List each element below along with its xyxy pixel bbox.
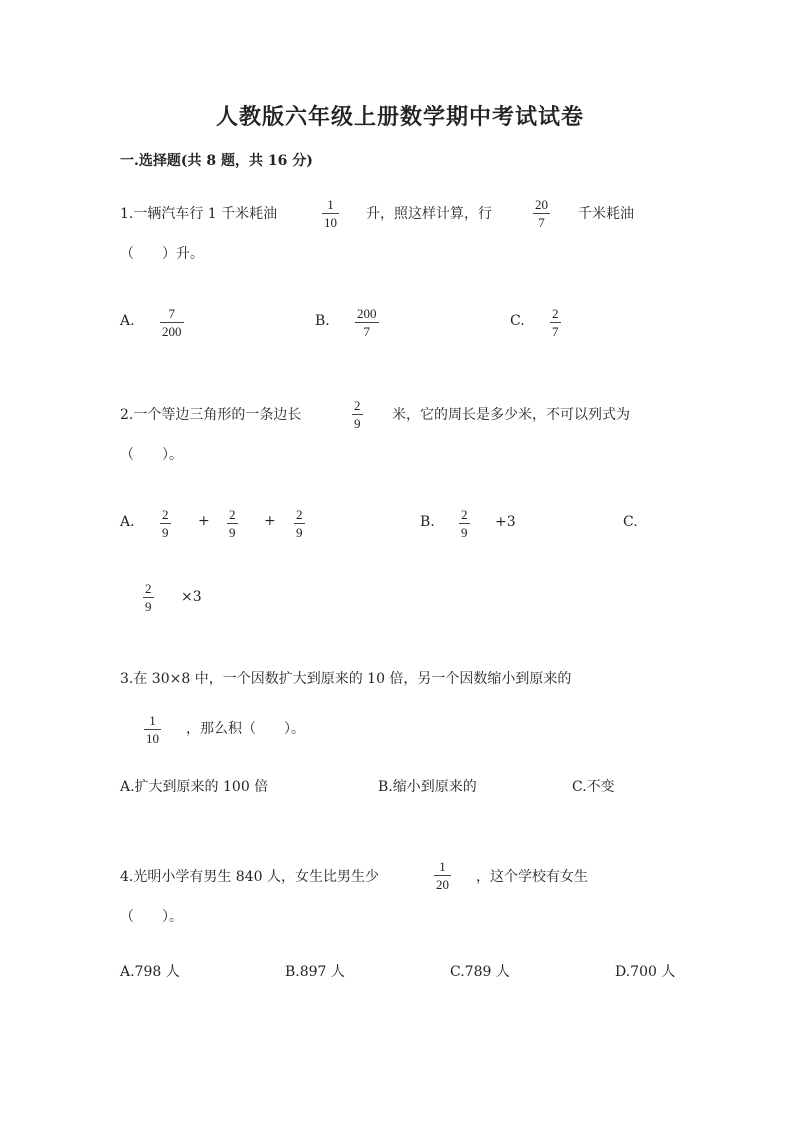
q4-text-1: 4.光明小学有男生 840 人，女生比男生少 xyxy=(120,869,379,885)
fraction-numerator: 2 xyxy=(354,398,361,413)
q4-option-b[interactable]: B.897 人 xyxy=(285,964,345,980)
q1-option-a-label[interactable]: A. xyxy=(120,313,135,329)
fraction-numerator: 2 xyxy=(145,581,152,596)
fraction-denominator: 200 xyxy=(162,324,182,339)
fraction-numerator: 1 xyxy=(327,197,334,212)
q1-option-a-fraction xyxy=(160,306,184,339)
fraction-numerator: 200 xyxy=(357,306,377,321)
fraction-numerator: 2 xyxy=(162,507,169,522)
fraction-bar xyxy=(550,322,561,323)
fraction-numerator: 20 xyxy=(535,197,548,212)
q2-option-a-fraction-2 xyxy=(227,507,238,540)
q3-option-b[interactable]: B.缩小到原来的 xyxy=(378,779,477,795)
fraction-numerator: 2 xyxy=(296,507,303,522)
q1-option-b-fraction xyxy=(355,306,379,339)
q2-fraction-1 xyxy=(352,398,363,431)
q1-text-1: 1.一辆汽车行 1 千米耗油 xyxy=(120,206,278,222)
fraction-numerator: 1 xyxy=(149,713,156,728)
fraction-bar xyxy=(459,523,470,524)
fraction-denominator: 9 xyxy=(296,525,303,540)
fraction-denominator: 7 xyxy=(363,324,370,339)
q2-option-c-fraction xyxy=(143,581,154,614)
fraction-bar xyxy=(160,523,171,524)
fraction-bar xyxy=(144,729,161,730)
q2-option-c-label[interactable]: C. xyxy=(623,514,638,530)
q4-answer-blank: （ ）。 xyxy=(120,909,183,925)
q3-text-2: ，那么积（ ）。 xyxy=(186,721,305,737)
fraction-numerator: 2 xyxy=(461,507,468,522)
fraction-denominator: 7 xyxy=(552,324,559,339)
fraction-numerator: 1 xyxy=(439,859,446,874)
fraction-denominator: 10 xyxy=(324,215,337,230)
fraction-bar xyxy=(160,322,184,323)
q1-answer-blank: （ ）升。 xyxy=(120,246,204,262)
q1-option-c-label[interactable]: C. xyxy=(510,313,525,329)
q2-answer-blank: （ ）。 xyxy=(120,447,183,463)
fraction-bar xyxy=(294,523,305,524)
fraction-bar xyxy=(355,322,379,323)
fraction-bar xyxy=(227,523,238,524)
q4-fraction-1 xyxy=(434,859,451,892)
q2-option-b-tail: +3 xyxy=(495,514,516,530)
q3-fraction-1 xyxy=(144,713,161,746)
plus-sign: + xyxy=(264,513,276,529)
fraction-denominator: 9 xyxy=(145,599,152,614)
fraction-denominator: 7 xyxy=(538,215,545,230)
q2-text-2: 米，它的周长是多少米，不可以列式为 xyxy=(392,407,630,423)
q4-option-d[interactable]: D.700 人 xyxy=(615,964,676,980)
q1-option-b-label[interactable]: B. xyxy=(315,313,330,329)
fraction-bar xyxy=(352,414,363,415)
fraction-denominator: 10 xyxy=(146,731,159,746)
plus-sign: + xyxy=(198,513,210,529)
q1-fraction-1 xyxy=(322,197,339,230)
fraction-bar xyxy=(322,213,339,214)
q1-text-3: 千米耗油 xyxy=(578,206,634,222)
q1-fraction-2 xyxy=(533,197,550,230)
fraction-denominator: 9 xyxy=(229,525,236,540)
q2-option-a-label[interactable]: A. xyxy=(120,514,135,530)
q4-text-2: ，这个学校有女生 xyxy=(476,869,588,885)
q2-option-c-tail: ×3 xyxy=(181,589,202,605)
q4-option-c[interactable]: C.789 人 xyxy=(450,964,510,980)
fraction-denominator: 20 xyxy=(436,877,449,892)
q2-option-b-fraction xyxy=(459,507,470,540)
fraction-bar xyxy=(533,213,550,214)
q2-option-b-label[interactable]: B. xyxy=(420,514,435,530)
fraction-numerator: 2 xyxy=(229,507,236,522)
q4-option-a[interactable]: A.798 人 xyxy=(120,964,180,980)
q3-text-1: 3.在 30×8 中，一个因数扩大到原来的 10 倍，另一个因数缩小到原来的 xyxy=(120,671,572,687)
section-heading: 一.选择题(共 8 题，共 16 分) xyxy=(120,153,313,169)
page-title: 人教版六年级上册数学期中考试试卷 xyxy=(215,104,584,130)
q3-option-c[interactable]: C.不变 xyxy=(572,779,615,795)
q1-option-c-fraction xyxy=(550,306,561,339)
fraction-bar xyxy=(143,597,154,598)
fraction-numerator: 7 xyxy=(168,306,175,321)
q3-option-a[interactable]: A.扩大到原来的 100 倍 xyxy=(120,779,269,795)
fraction-denominator: 9 xyxy=(461,525,468,540)
q1-text-2: 升，照这样计算，行 xyxy=(366,206,492,222)
fraction-bar xyxy=(434,875,451,876)
fraction-denominator: 9 xyxy=(354,416,361,431)
q2-option-a-fraction-3 xyxy=(294,507,305,540)
fraction-denominator: 9 xyxy=(162,525,169,540)
q2-option-a-fraction-1 xyxy=(160,507,171,540)
fraction-numerator: 2 xyxy=(552,306,559,321)
q2-text-1: 2.一个等边三角形的一条边长 xyxy=(120,407,302,423)
